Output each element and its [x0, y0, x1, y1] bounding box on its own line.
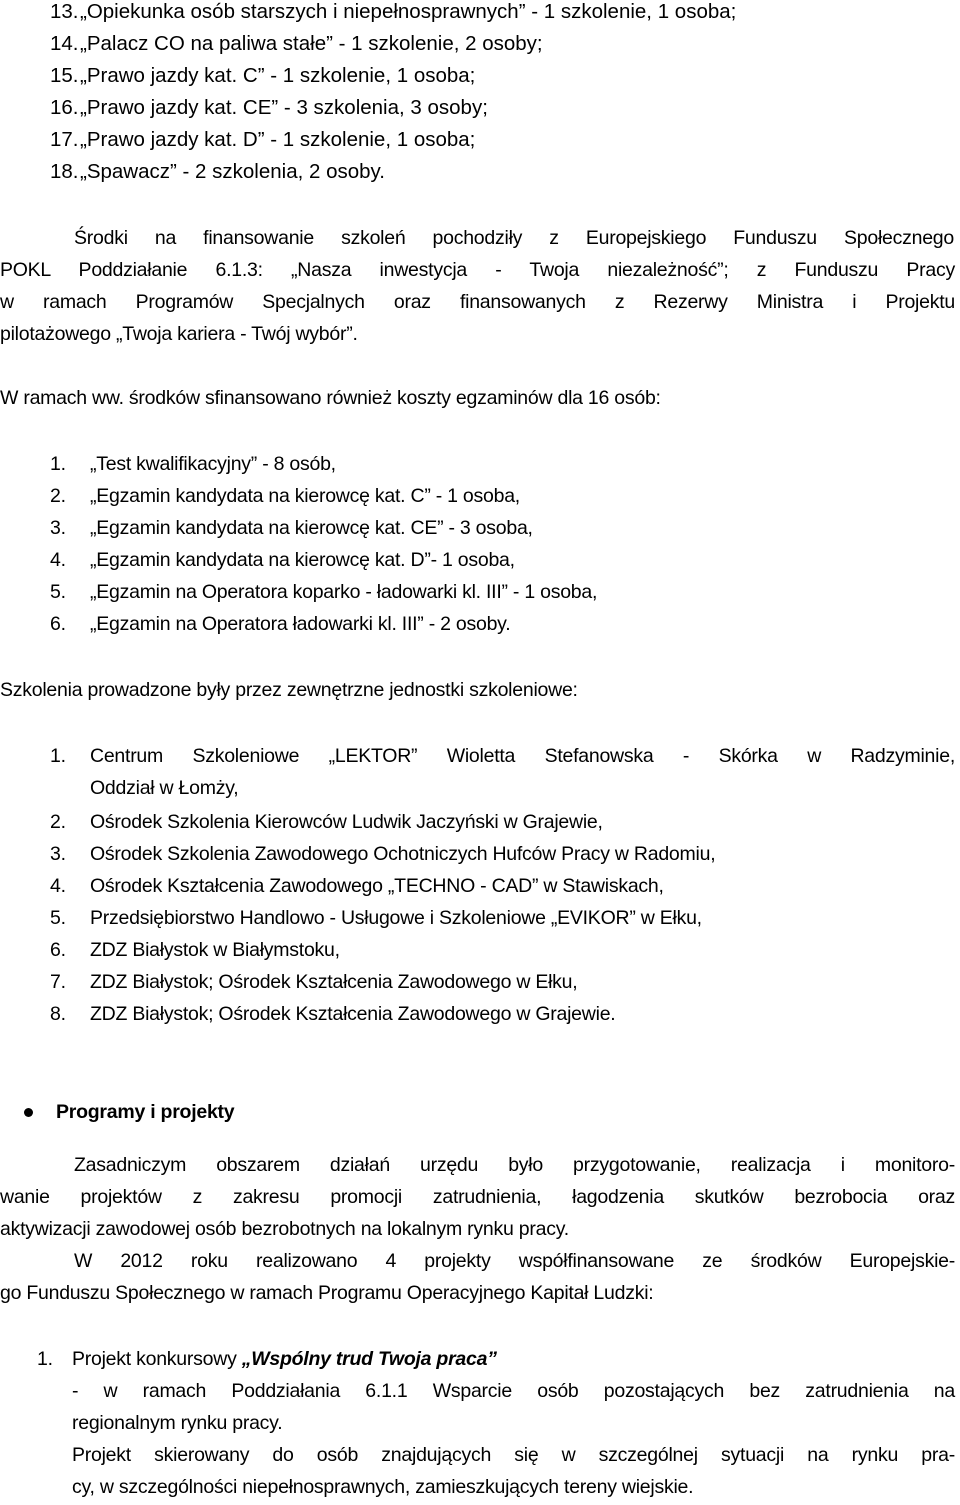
list-item: 6. ZDZ Białystok w Białymstoku,	[50, 939, 340, 961]
project-title: „Wspólny trud Twoja praca”	[241, 1348, 497, 1370]
bullet-icon	[24, 1108, 33, 1117]
list-item: 2. Ośrodek Szkolenia Kierowców Ludwik Jaczyński w Grajewie,	[50, 811, 603, 833]
list-item: 1. „Test kwalifikacyjny” - 8 osób,	[50, 453, 336, 475]
list-item: 15.„Prawo jazdy kat. C” - 1 szkolenie, 1 osoba;	[50, 64, 476, 87]
list-item: 13.„Opiekunka osób starszych i niepełnosprawnych” - 1 szkolenie, 1 osoba;	[50, 0, 737, 23]
list-item: 1. Centrum Szkoleniowe „LEKTOR” Wioletta Stefanowska - Skórka w Radzyminie,	[50, 745, 955, 767]
list-item: 3. „Egzamin kandydata na kierowcę kat. CE” - 3 osoba,	[50, 517, 533, 539]
list-item: 4. Ośrodek Kształcenia Zawodowego „TECHNO - CAD” w Stawiskach,	[50, 875, 664, 897]
section-heading: Programy i projekty	[56, 1101, 235, 1123]
list-item: 5. „Egzamin na Operatora koparko - ładowarki kl. III” - 1 osoba,	[50, 581, 598, 603]
list-item: 3. Ośrodek Szkolenia Zawodowego Ochotniczych Hufców Pracy w Radomiu,	[50, 843, 716, 865]
document-page: 13.„Opiekunka osób starszych i niepełnosprawnych” - 1 szkolenie, 1 osoba; 14.„Palacz CO na paliwa stałe” - 1 szkolenie, 2 osoby; 15.„Prawo jazdy kat. C” - 1 szkolenie, 1 osoba; 16.„Prawo jazdy kat. CE” - 3 szkolenia, 3 osoby; 17.„Prawo jazdy kat. D” - 1 szkolenie, 1 osoba; 18.„Spawacz” - 2 szkolenia, 2 osoby. Środki na finansowanie szkoleń pochodziły z Europejskiego Funduszu Społecznego POKL Poddziałanie 6.1.3: „Nasza inwestycja - Twoja niezależność”; z Funduszu Pracy w ramach Programów Specjalnych oraz finansowanych z Rezerwy Ministra i Projektu pilotażowego „Twoja kariera - Twój wybór”. W ramach ww. środków sfinansowano również koszty egzaminów dla 16 osób: 1. „Test kwalifikacyjny” - 8 osób, 2. „Egzamin kandydata na kierowcę kat. C” - 1 osoba, 3. „Egzamin kandydata na kierowcę kat. CE” - 3 osoba, 4. „Egzamin kandydata na kierowcę kat. D”- 1 osoba, 5. „Egzamin na Operatora koparko - ładowarki kl. III” - 1 osoba, 6. „Egzamin na Operatora ładowarki kl. III” - 2 osoby. Szkolenia prowadzone były przez zewnętrzne jednostki szkoleniowe: 1. Centrum Szkoleniowe „LEKTOR” Wioletta Stefanowska - Skórka w Radzyminie, Oddział w Łomży, 2. Ośrodek Szkolenia Kierowców Ludwik Jaczyński w Grajewie, 3. Ośrodek Szkolenia Zawodowego Ochotniczych Hufców Pracy w Radomiu, 4. Ośrodek Kształcenia Zawodowego „TECHNO - CAD” w Stawiskach, 5. Przedsiębiorstwo Handlowo - Usługowe i Szkoleniowe „EVIKOR” w Ełku, 6. ZDZ Białystok w Białymstoku, 7. ZDZ Białystok; Ośrodek Kształcenia Zawodowego w Ełku, 8. ZDZ Białystok; Ośrodek Kształcenia Zawodowego w Grajewie. Programy i projekty Zasadniczym obszarem działań urzędu było przygotowanie, realizacja i monitoro- wanie projektów z zakresu promocji zatrudnienia, łagodzenia skutków bezrobocia oraz aktywizacji zawodowej osób bezrobotnych na lokalnym rynku pracy. W 2012 roku realizowano 4 projekty współfinansowane ze środków Europejskie- go Funduszu Społecznego w ramach Programu Operacyjnego Kapitał Ludzki: 1. Projekt konkursowy „Wspólny trud Twoja praca” - w ramach Poddziałania 6.1.1 Wsparcie osób pozostających bez zatrudnienia na regionalnym rynku pracy. Projekt skierowany do osób znajdujących się w szczególnej sytuacji na rynku pra- cy, w szczególności niepełnosprawnych, zamieszkujących tereny wiejskie.	[0, 0, 960, 1505]
paragraph-line: regionalnym rynku pracy.	[72, 1412, 283, 1434]
list-item: 17.„Prawo jazdy kat. D” - 1 szkolenie, 1 osoba;	[50, 128, 476, 151]
paragraph-line: Zasadniczym obszarem działań urzędu było przygotowanie, realizacja i monitoro-	[74, 1154, 955, 1176]
list-item: 8. ZDZ Białystok; Ośrodek Kształcenia Zawodowego w Grajewie.	[50, 1003, 616, 1025]
paragraph-line: Projekt skierowany do osób znajdujących się w szczególnej sytuacji na rynku pra-	[72, 1444, 955, 1466]
list-item: 5. Przedsiębiorstwo Handlowo - Usługowe i Szkoleniowe „EVIKOR” w Ełku,	[50, 907, 702, 929]
list-item: 4. „Egzamin kandydata na kierowcę kat. D”- 1 osoba,	[50, 549, 515, 571]
paragraph-line: - w ramach Poddziałania 6.1.1 Wsparcie osób pozostających bez zatrudnienia na	[72, 1380, 955, 1402]
list-item-continuation: Oddział w Łomży,	[90, 777, 239, 799]
paragraph-line: pilotażowego „Twoja kariera - Twój wybór”.	[0, 323, 358, 345]
paragraph-line: POKL Poddziałanie 6.1.3: „Nasza inwestycja - Twoja niezależność”; z Funduszu Pracy	[0, 259, 955, 281]
paragraph-line: Środki na finansowanie szkoleń pochodziły z Europejskiego Funduszu Społecznego	[74, 227, 954, 249]
list-item: 16.„Prawo jazdy kat. CE” - 3 szkolenia, 3 osoby;	[50, 96, 488, 119]
list-item: 6. „Egzamin na Operatora ładowarki kl. III” - 2 osoby.	[50, 613, 511, 635]
paragraph-line: go Funduszu Społecznego w ramach Programu Operacyjnego Kapitał Ludzki:	[0, 1282, 654, 1304]
list-item: 2. „Egzamin kandydata na kierowcę kat. C” - 1 osoba,	[50, 485, 520, 507]
paragraph-line: w ramach Programów Specjalnych oraz finansowanych z Rezerwy Ministra i Projektu	[0, 291, 955, 313]
list-item: 18.„Spawacz” - 2 szkolenia, 2 osoby.	[50, 160, 385, 183]
paragraph-line: wanie projektów z zakresu promocji zatrudnienia, łagodzenia skutków bezrobocia oraz	[0, 1186, 955, 1208]
paragraph-line: W 2012 roku realizowano 4 projekty współfinansowane ze środków Europejskie-	[74, 1250, 955, 1272]
list-item: 7. ZDZ Białystok; Ośrodek Kształcenia Zawodowego w Ełku,	[50, 971, 578, 993]
paragraph-line: cy, w szczególności niepełnosprawnych, zamieszkujących tereny wiejskie.	[72, 1476, 694, 1498]
trainers-intro: Szkolenia prowadzone były przez zewnętrzne jednostki szkoleniowe:	[0, 679, 578, 701]
exams-intro: W ramach ww. środków sfinansowano również koszty egzaminów dla 16 osób:	[0, 387, 661, 409]
list-item: 14.„Palacz CO na paliwa stałe” - 1 szkolenie, 2 osoby;	[50, 32, 543, 55]
paragraph-line: aktywizacji zawodowej osób bezrobotnych na lokalnym rynku pracy.	[0, 1218, 569, 1240]
